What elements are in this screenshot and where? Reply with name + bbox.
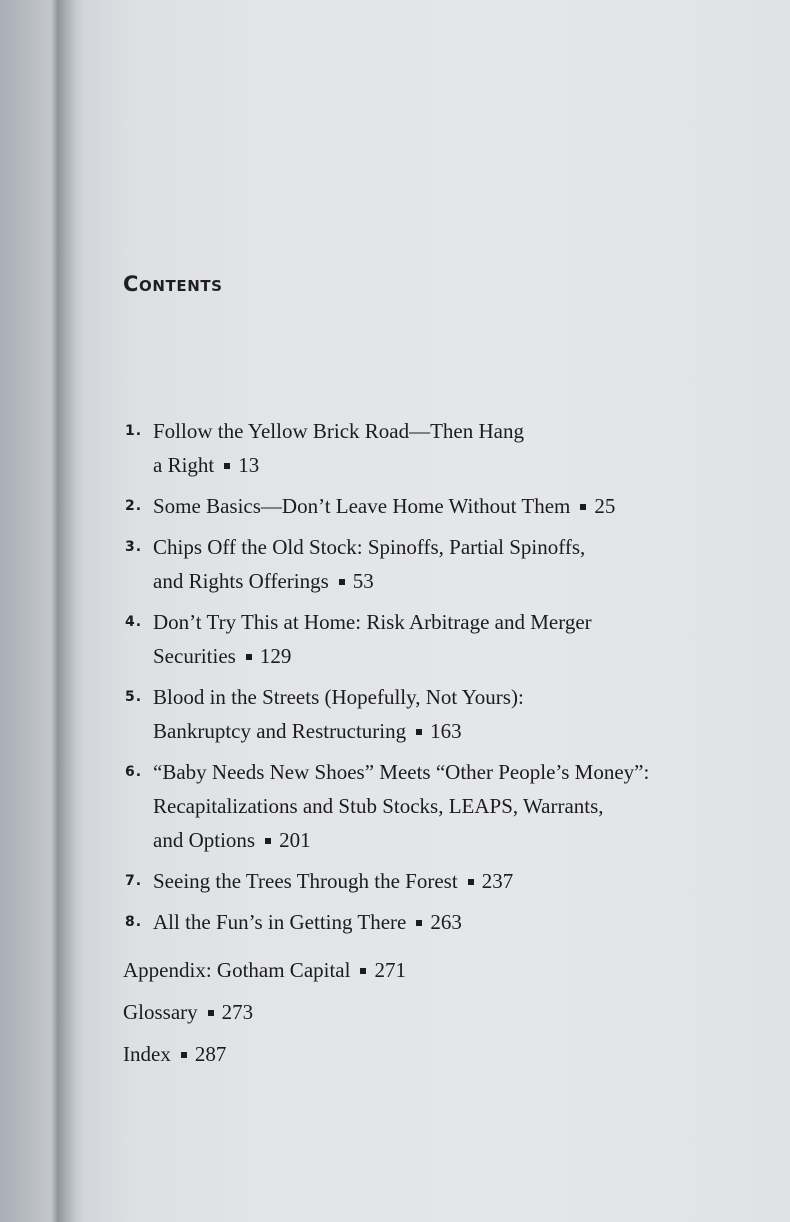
chapter-number: 4.: [125, 614, 143, 630]
chapter-title-line: Recapitalizations and Stub Stocks, LEAPS, Warrants,: [153, 794, 604, 818]
square-bullet-icon: [224, 463, 230, 469]
gutter-shadow: [50, 0, 76, 1222]
chapter-page-number: 13: [238, 453, 260, 477]
chapter-number: 2.: [125, 498, 143, 514]
chapter-title-line: All the Fun’s in Getting There: [153, 910, 407, 934]
square-bullet-icon: [360, 968, 366, 974]
chapter-title-line: Some Basics—Don’t Leave Home Without Them: [153, 494, 571, 518]
chapter-title-line: Seeing the Trees Through the Forest: [153, 869, 458, 893]
chapter-number: 3.: [125, 539, 143, 555]
chapter-title-line: a Right: [153, 453, 215, 477]
chapter-title-line: Blood in the Streets (Hopefully, Not Yours):: [153, 685, 524, 709]
toc-chapter-4: [123, 605, 723, 673]
back-matter-title: Appendix: Gotham Capital: [123, 958, 351, 982]
chapter-page-number: 53: [352, 569, 374, 593]
square-bullet-icon: [416, 920, 422, 926]
toc-glossary: [123, 995, 723, 1029]
chapter-number: 6.: [125, 764, 143, 780]
chapter-page-number: 237: [481, 869, 514, 893]
chapter-page-number: 163: [430, 719, 462, 743]
back-matter-page-number: 273: [221, 1000, 254, 1024]
toc-chapter-6: [123, 755, 723, 857]
square-bullet-icon: [265, 838, 271, 844]
chapter-number: 5.: [125, 689, 143, 705]
chapter-title-line: and Options: [153, 828, 256, 852]
square-bullet-icon: [339, 579, 345, 585]
back-matter-title: Glossary: [123, 1000, 198, 1024]
toc-index: [123, 1037, 723, 1071]
chapter-page-number: 25: [594, 494, 616, 518]
chapter-number: 8.: [125, 914, 143, 930]
square-bullet-icon: [416, 729, 422, 735]
toc-appendix: [123, 953, 723, 987]
chapter-number: 7.: [125, 873, 143, 889]
chapter-page-number: 129: [259, 644, 292, 668]
back-matter-page-number: 271: [374, 958, 406, 982]
toc-chapter-2: [123, 489, 723, 523]
square-bullet-icon: [181, 1052, 187, 1058]
chapter-page-number: 263: [430, 910, 462, 934]
back-matter-title: Index: [123, 1042, 171, 1066]
chapter-title-line: and Rights Offerings: [153, 569, 329, 593]
chapter-title-line: “Baby Needs New Shoes” Meets “Other People’s Money”:: [153, 760, 650, 784]
square-bullet-icon: [468, 879, 474, 885]
chapter-title-line: Bankruptcy and Restructuring: [153, 719, 407, 743]
chapter-title-line: Chips Off the Old Stock: Spinoffs, Partial Spinoffs,: [153, 535, 586, 559]
square-bullet-icon: [208, 1010, 214, 1016]
chapter-title-line: Securities: [153, 644, 236, 668]
chapter-number: 1.: [125, 423, 143, 439]
back-matter-page-number: 287: [194, 1042, 227, 1066]
table-of-contents: [123, 414, 723, 1079]
toc-chapter-3: [123, 530, 723, 598]
square-bullet-icon: [580, 504, 586, 510]
toc-chapter-8: [123, 905, 723, 939]
toc-chapter-1: [123, 414, 723, 482]
contents-heading: Contents: [123, 272, 223, 296]
chapter-title-line: Don’t Try This at Home: Risk Arbitrage and Merger: [153, 610, 592, 634]
toc-chapter-5: [123, 680, 723, 748]
chapter-page-number: 201: [279, 828, 311, 852]
square-bullet-icon: [246, 654, 252, 660]
toc-chapter-7: [123, 864, 723, 898]
chapter-title-line: Follow the Yellow Brick Road—Then Hang: [153, 419, 524, 443]
